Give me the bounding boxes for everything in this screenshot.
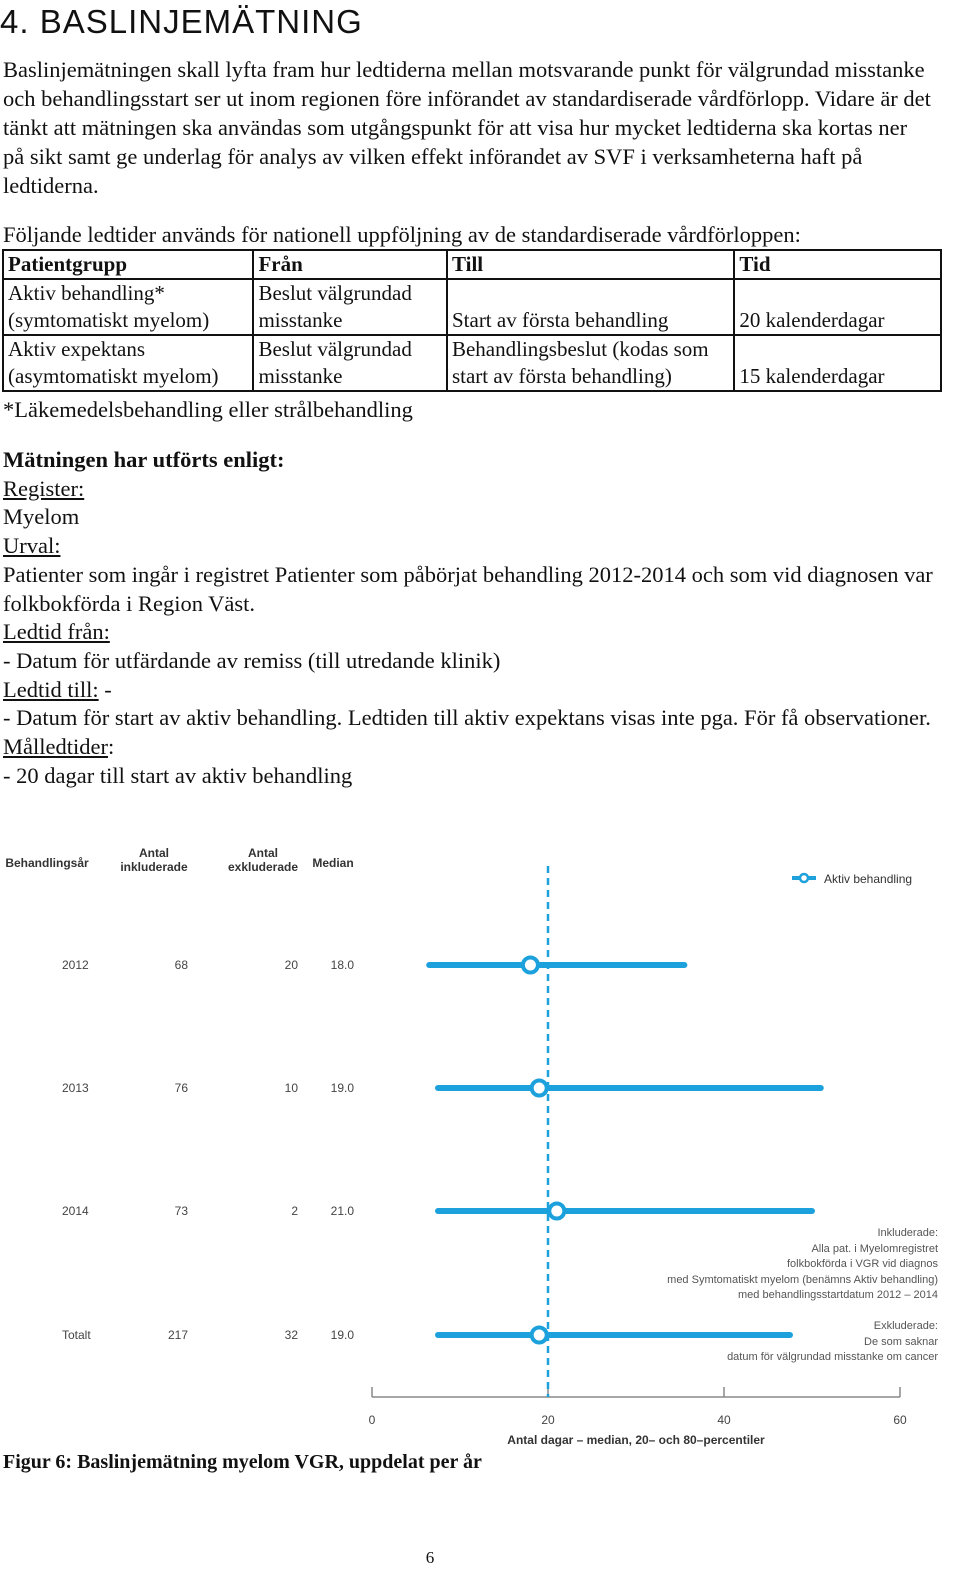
x-tick-label: 60 <box>893 1413 907 1427</box>
table-cell: Aktiv behandling* (symtomatiskt myelom) <box>3 279 253 335</box>
column-header: Antal <box>248 846 278 860</box>
intro-paragraph: Baslinjemätningen skall lyfta fram hur ledtiderna mellan motsvarande punkt för välgrundad misstanke och behandlingsstart ser ut inom regionen före införandet av standardiserade vårdförlopp. Vidare är det tänkt att mätningen ska användas som utgångspunkt för att visa hur mycket ledtiderna ska kortas ner på sikt samt ge underlag för analys av vilken effekt införandet av SVF i verksamheterna haft på ledtiderna. <box>3 57 931 198</box>
x-tick-label: 40 <box>717 1413 731 1427</box>
urval-value: Patienter som ingår i registret Patienter som påbörjat behandling 2012-2014 och som vid diagnosen var folkbokförda i Region Väst. <box>3 561 933 616</box>
table-intro: Följande ledtider används för nationell uppföljning av de standardiserade vårdförloppen: <box>3 222 801 247</box>
page-number: 6 <box>425 1548 435 1567</box>
column-header: Median <box>312 856 354 870</box>
chart-note: Alla pat. i Myelomregistret <box>811 1243 938 1255</box>
included-count: 68 <box>174 958 188 972</box>
median-marker <box>532 1328 547 1343</box>
column-header: Behandlingsår <box>5 856 89 870</box>
median-value: 19.0 <box>330 1081 354 1095</box>
chart-note: De som saknar <box>864 1336 938 1348</box>
median-marker <box>523 958 538 973</box>
lead-time-table <box>2 249 942 392</box>
included-count: 73 <box>174 1204 188 1218</box>
table-footnote: *Läkemedelsbehandling eller strålbehandling <box>3 397 413 422</box>
table-cell: Start av första behandling <box>447 279 734 335</box>
x-tick-label: 20 <box>541 1413 555 1427</box>
chart-note: datum för välgrundad misstanke om cancer <box>727 1351 938 1363</box>
legend-label: Aktiv behandling <box>824 872 913 886</box>
x-axis-label: Antal dagar – median, 20– och 80–percentiler <box>507 1433 765 1447</box>
row-label: 2012 <box>62 958 89 972</box>
measurement-title: Mätningen har utförts enligt: <box>3 447 285 472</box>
table-cell: 15 kalenderdagar <box>734 335 941 391</box>
register-value: Myelom <box>3 504 80 530</box>
chart-note: Exkluderade: <box>873 1320 938 1332</box>
row-label: 2014 <box>62 1204 89 1218</box>
table-cell: Beslut välgrundad misstanke <box>253 279 447 335</box>
baseline-chart <box>0 838 960 1448</box>
section-heading: 4. BASLINJEMÄTNING <box>0 3 363 40</box>
table-cell: Aktiv expektans (asymtomatiskt myelom) <box>3 335 253 391</box>
table-row <box>3 335 941 391</box>
included-count: 76 <box>174 1081 188 1095</box>
median-value: 18.0 <box>330 958 354 972</box>
col-header-fran: Från <box>253 250 447 279</box>
chart-note: med Symtomatiskt myelom (benämns Aktiv behandling) <box>667 1274 938 1286</box>
excluded-count: 10 <box>284 1081 298 1095</box>
ledtid-till-suffix: - <box>98 676 112 702</box>
col-header-patientgrupp: Patientgrupp <box>3 250 253 279</box>
median-marker <box>532 1081 547 1096</box>
col-header-tid: Tid <box>734 250 941 279</box>
ledtid-fran-label: Ledtid från: <box>3 619 110 645</box>
excluded-count: 32 <box>284 1328 298 1342</box>
median-marker <box>549 1204 564 1219</box>
urval-label: Urval: <box>3 533 61 559</box>
ledtid-till-value: - Datum för start av aktiv behandling. Ledtiden till aktiv expektans visas inte pga. För få observationer. <box>3 705 931 731</box>
malledtider-label: Målledtider <box>3 734 108 760</box>
column-header: Antal <box>139 846 169 860</box>
chart-note: med behandlingsstartdatum 2012 – 2014 <box>738 1289 938 1301</box>
register-label: Register: <box>3 475 85 501</box>
included-count: 217 <box>167 1328 188 1342</box>
malledtider-value: - 20 dagar till start av aktiv behandling <box>3 762 353 788</box>
ledtid-till-label: Ledtid till: <box>3 676 99 702</box>
col-header-till: Till <box>447 250 734 279</box>
excluded-count: 20 <box>284 958 298 972</box>
chart-note: folkbokförda i VGR vid diagnos <box>786 1258 938 1270</box>
x-tick-label: 0 <box>368 1413 376 1427</box>
table-cell: Beslut välgrundad misstanke <box>253 335 447 391</box>
excluded-count: 2 <box>291 1204 298 1218</box>
row-label: Totalt <box>62 1328 91 1342</box>
column-header: inkluderade <box>120 860 188 874</box>
legend-marker <box>800 874 808 882</box>
column-header: exkluderade <box>227 860 299 874</box>
median-value: 19.0 <box>330 1328 354 1342</box>
table-row <box>3 279 941 335</box>
table-header-row <box>3 250 941 279</box>
median-value: 21.0 <box>330 1204 354 1218</box>
table-cell: 20 kalenderdagar <box>734 279 941 335</box>
row-label: 2013 <box>62 1081 89 1095</box>
figure-caption: Figur 6: Baslinjemätning myelom VGR, uppdelat per år <box>3 1451 482 1473</box>
table-cell: Behandlingsbeslut (kodas som start av första behandling) <box>447 335 734 391</box>
chart-note: Inkluderade: <box>877 1227 938 1239</box>
ledtid-fran-value: - Datum för utfärdande av remiss (till utredande klinik) <box>3 647 501 673</box>
measurement-section <box>3 446 933 790</box>
malledtider-colon: : <box>107 734 115 760</box>
